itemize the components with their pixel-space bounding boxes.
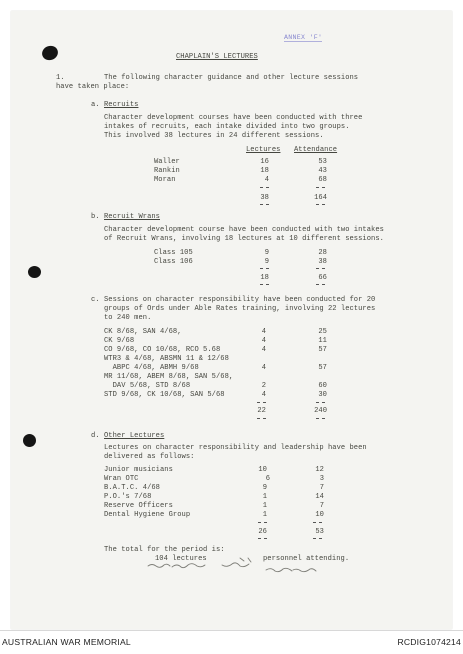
section-b-letter: b. <box>91 213 100 221</box>
table-row-name: Moran <box>154 176 176 184</box>
table-row-attendance: 43 <box>318 167 327 175</box>
table-row-name: Dental Hygiene Group <box>104 511 191 519</box>
document-title: CHAPLAIN'S LECTURES <box>176 53 258 61</box>
ink-blot <box>23 434 36 447</box>
table-row-lectures: 4 <box>261 328 266 336</box>
section-b-text-1: Character development course have been conducted with two intakes <box>104 226 384 234</box>
section-c-letter: c. <box>91 296 100 304</box>
table-row-lectures: 18 <box>260 167 269 175</box>
section-d-text-2: delivered as follows: <box>104 453 195 461</box>
table-row-lectures: 4 <box>264 176 269 184</box>
table-row-attendance: 68 <box>318 176 327 184</box>
table-row-name: Class 106 <box>154 258 193 266</box>
table-row-name: CK 9/68 <box>104 337 135 345</box>
table-row-attendance: 38 <box>318 258 327 266</box>
section-c-text-2: groups of Ords under Able Rates training, involving 22 lectures <box>104 305 376 313</box>
table-row-name: Waller <box>154 158 180 166</box>
section-b-text-2: of Recruit Wrans, involving 18 lectures at 10 different sessions. <box>104 235 384 243</box>
summary-personnel: personnel attending. <box>263 555 350 563</box>
section-d-letter: d. <box>91 432 100 440</box>
section-a-text-2: intakes of recruits, each intake divided into two groups. <box>104 123 350 131</box>
table-row-name: CK 8/68, SAN 4/68, <box>104 328 182 336</box>
table-row-attendance: 25 <box>318 328 327 336</box>
table-row-name: ABPC 4/68, ABMH 9/68 <box>104 364 199 372</box>
table-row-lectures: 4 <box>261 346 266 354</box>
section-a-text-3: This involved 38 lectures in 24 different sessions. <box>104 132 324 140</box>
table-row-name: B.A.T.C. 4/68 <box>104 484 160 492</box>
column-header-lectures: Lectures <box>246 146 281 154</box>
intro-line-1: The following character guidance and other lecture sessions <box>104 74 359 82</box>
table-row-lectures: 6 <box>265 475 270 483</box>
table-row-lectures: 4 <box>261 337 266 345</box>
table-row-attendance: 7 <box>319 502 324 510</box>
paragraph-number: 1. <box>56 74 65 82</box>
table-row-attendance: 53 <box>318 158 327 166</box>
table-row-name: Junior musicians <box>104 466 173 474</box>
section-b-heading: Recruit Wrans <box>104 213 160 221</box>
table-row-lectures: 10 <box>258 466 267 474</box>
table-row-name: CO 9/68, CO 10/68, RCO 5.68 <box>104 346 221 354</box>
section-d-heading: Other Lectures <box>104 432 165 440</box>
table-row-lectures: 9 <box>264 258 269 266</box>
table-row-lectures: 4 <box>261 364 266 372</box>
total-lectures: 26 <box>258 528 267 536</box>
table-row-name: STD 9/68, CK 10/68, SAN 5/68 <box>104 391 225 399</box>
footer-record-id: RCDIG1074214 <box>397 637 461 647</box>
section-a-letter: a. <box>91 101 100 109</box>
column-header-attendance: Attendance <box>294 146 338 154</box>
table-row-lectures: 1 <box>262 493 267 501</box>
total-lectures: 18 <box>260 274 269 282</box>
section-c-text-3: to 240 men. <box>104 314 152 322</box>
archive-footer <box>0 630 463 654</box>
table-row-lectures: 9 <box>264 249 269 257</box>
ink-blot <box>28 266 41 278</box>
table-row-attendance: 12 <box>315 466 324 474</box>
table-row-lectures: 4 <box>261 391 266 399</box>
summary-line-1: The total for the period is: <box>104 546 225 554</box>
table-row-name: Rankin <box>154 167 180 175</box>
table-row-attendance: 11 <box>318 337 327 345</box>
table-row-attendance: 14 <box>315 493 324 501</box>
total-attendance: 66 <box>318 274 327 282</box>
table-row-attendance: 3 <box>319 475 324 483</box>
table-row-lectures: 1 <box>262 511 267 519</box>
table-row-attendance: 57 <box>318 364 327 372</box>
table-row-name: DAV 5/68, STD 8/68 <box>104 382 191 390</box>
section-a-text-1: Character development courses have been conducted with three <box>104 114 363 122</box>
table-row-attendance: 30 <box>318 391 327 399</box>
footer-institution: AUSTRALIAN WAR MEMORIAL <box>2 637 131 647</box>
total-lectures: 22 <box>257 407 266 415</box>
table-row-lectures: 1 <box>262 502 267 510</box>
total-attendance: 240 <box>314 407 327 415</box>
total-lectures: 38 <box>260 194 269 202</box>
section-d-text-1: Lectures on character responsibility and leadership have been <box>104 444 367 452</box>
table-row-lectures: 9 <box>262 484 267 492</box>
table-row-attendance: 60 <box>318 382 327 390</box>
table-row-name: WTR3 & 4/68, ABSMN 11 & 12/68 <box>104 355 229 363</box>
total-attendance: 164 <box>314 194 327 202</box>
table-row-attendance: 57 <box>318 346 327 354</box>
total-attendance: 53 <box>315 528 324 536</box>
table-row-attendance: 7 <box>319 484 324 492</box>
table-row-attendance: 10 <box>315 511 324 519</box>
table-row-name: P.O.'s 7/68 <box>104 493 152 501</box>
table-row-name: Class 105 <box>154 249 193 257</box>
intro-line-2: have taken place: <box>56 83 130 91</box>
table-row-name: Wran OTC <box>104 475 139 483</box>
annex-stamp: ANNEX 'F' <box>284 34 323 41</box>
table-row-name: MR 11/68, ABEM 8/68, SAN 5/68, <box>104 373 234 381</box>
table-row-attendance: 28 <box>318 249 327 257</box>
summary-lectures: 104 lectures <box>155 555 207 563</box>
section-a-heading: Recruits <box>104 101 139 109</box>
table-row-lectures: 16 <box>260 158 269 166</box>
table-row-name: Reserve Officers <box>104 502 173 510</box>
section-c-text-1: Sessions on character responsibility have been conducted for 20 <box>104 296 376 304</box>
table-row-lectures: 2 <box>261 382 266 390</box>
